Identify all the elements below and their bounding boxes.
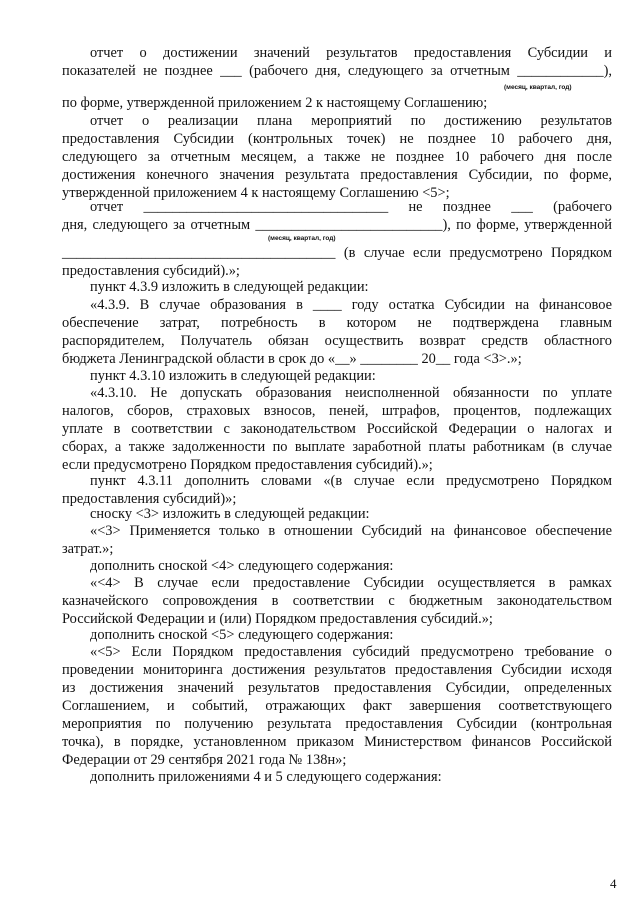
- page-number: 4: [610, 876, 617, 891]
- text-line: сборах, а также задолженности по выплате заработной платы работникам (в случае: [62, 439, 612, 455]
- text-line: Федерации от 29 сентября 2021 года № 138н»;: [62, 752, 347, 768]
- text-line: показателей не позднее ___ (рабочего дня, следующего за отчетным ____________),: [62, 63, 612, 79]
- text-line: распорядителем, Получатель обязан осуществить возврат средств областного: [62, 333, 612, 349]
- field-hint: (месяц, квартал, год): [504, 84, 572, 91]
- text-line: пункт 4.3.10 изложить в следующей редакции:: [90, 368, 376, 384]
- text-line: Соглашением, и событий, отражающих факт завершения соответствующего: [62, 698, 612, 714]
- text-line: ______________________________________ (в случае если предусмотрено Порядком: [62, 245, 612, 261]
- text-line: уплате в соответствии с законодательством Российской Федерации о налогах и: [62, 421, 612, 437]
- text-line: если предусмотрено Порядком предоставления субсидий).»;: [62, 457, 433, 473]
- text-line: отчет о достижении значений результатов предоставления Субсидии и: [90, 45, 612, 61]
- text-line: дополнить приложениями 4 и 5 следующего содержания:: [90, 769, 442, 785]
- text-line: достижения конечного значения результата предоставления Субсидии, по форме,: [62, 167, 612, 183]
- text-line: предоставления Субсидии (контрольных точек) не позднее 10 рабочего дня,: [62, 131, 612, 147]
- text-line: предоставления субсидий)»;: [62, 491, 237, 507]
- text-line: дополнить сноской <4> следующего содержания:: [90, 558, 394, 574]
- text-line: затрат.»;: [62, 541, 114, 557]
- text-line: «<5> Если Порядком предоставления субсидий предусмотрено требование о: [90, 644, 612, 660]
- text-line: по форме, утвержденной приложением 2 к настоящему Соглашению;: [62, 95, 488, 111]
- text-line: отчет __________________________________ не позднее ___ (рабочего: [90, 199, 612, 215]
- text-line: проведении мониторинга достижения результатов предоставления Субсидии исходя: [62, 662, 612, 678]
- text-line: из достижения значений результатов предоставления Субсидии, определенных: [62, 680, 612, 696]
- text-line: Российской Федерации и (или) Порядком предоставления субсидий.»;: [62, 611, 493, 627]
- text-line: пункт 4.3.11 дополнить словами «(в случае если предусмотрено Порядком: [90, 473, 612, 489]
- text-line: «4.3.10. Не допускать образования неисполненной обязанности по уплате: [90, 385, 612, 401]
- text-line: мероприятия по получению результата предоставления Субсидии (контрольная: [62, 716, 612, 732]
- text-line: дня, следующего за отчетным __________________________), по форме, утвержденной: [62, 217, 612, 233]
- text-line: обеспечение затрат, потребность в котором не подтверждена главным: [62, 315, 612, 331]
- text-line: налогов, сборов, страховых взносов, пеней, штрафов, процентов, подлежащих: [62, 403, 612, 419]
- text-line: «4.3.9. В случае образования в ____ году остатка Субсидии на финансовое: [90, 297, 612, 313]
- text-line: бюджета Ленинградской области в срок до «__» ________ 20__ года <3>.»;: [62, 351, 522, 367]
- text-line: отчет о реализации плана мероприятий по достижению результатов: [90, 113, 612, 129]
- text-line: казначейского сопровождения в соответствии с бюджетным законодательством: [62, 593, 612, 609]
- text-line: следующего за отчетным месяцем, а также не позднее 10 рабочего дня после: [62, 149, 612, 165]
- text-line: предоставления субсидий).»;: [62, 263, 240, 279]
- text-line: точка), в порядке, установленном приказом Министерством финансов Российской: [62, 734, 612, 750]
- text-line: утвержденной приложением 4 к настоящему Соглашению <5>;: [62, 185, 450, 201]
- text-line: дополнить сноской <5> следующего содержания:: [90, 627, 394, 643]
- text-line: «<3> Применяется только в отношении Субсидий на финансовое обеспечение: [90, 523, 612, 539]
- text-line: «<4> В случае если предоставление Субсидии осуществляется в рамках: [90, 575, 612, 591]
- field-hint: (месяц, квартал, год): [268, 235, 336, 242]
- text-line: пункт 4.3.9 изложить в следующей редакции:: [90, 279, 369, 295]
- text-line: сноску <3> изложить в следующей редакции:: [90, 506, 370, 522]
